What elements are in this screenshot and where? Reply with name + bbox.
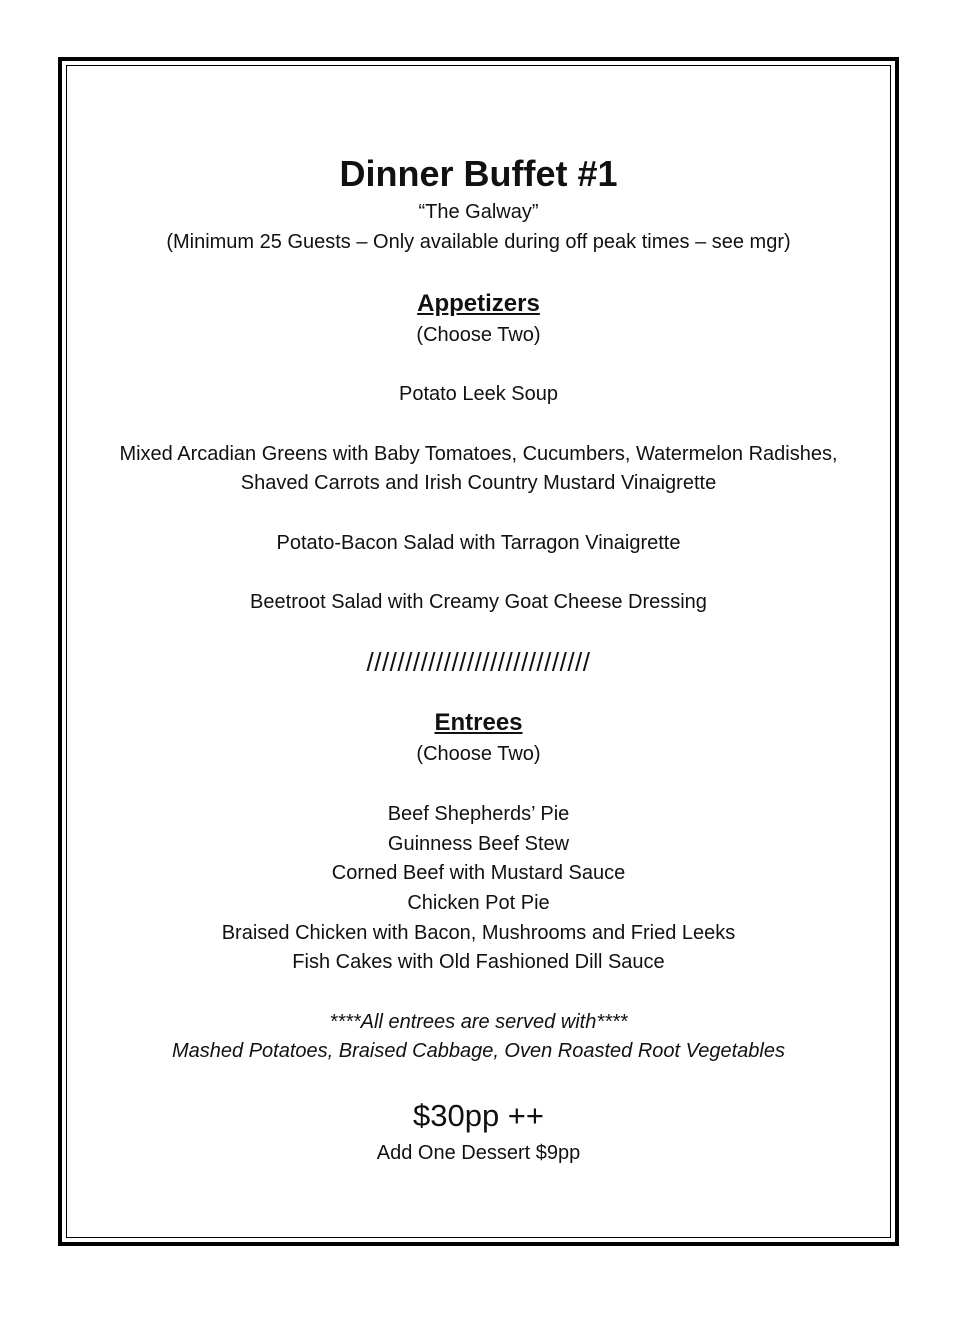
entrees-heading: Entrees <box>434 709 523 736</box>
entrees-instruction: (Choose Two) <box>416 743 541 765</box>
section-divider: ///////////////////////////// <box>366 647 591 677</box>
appetizer-item: Mixed Arcadian Greens with Baby Tomatoes, Cucumbers, Watermelon Radishes, <box>119 443 838 465</box>
dessert-addon: Add One Dessert $9pp <box>376 1142 581 1164</box>
entree-item: Beef Shepherds’ Pie <box>387 803 570 825</box>
appetizer-item: Beetroot Salad with Creamy Goat Cheese Dressing <box>250 591 707 613</box>
sides-list: Mashed Potatoes, Braised Cabbage, Oven Roasted Root Vegetables <box>172 1040 785 1062</box>
appetizers-instruction: (Choose Two) <box>416 324 541 346</box>
entree-item: Corned Beef with Mustard Sauce <box>331 862 626 884</box>
appetizers-heading: Appetizers <box>417 290 540 317</box>
entree-item: Chicken Pot Pie <box>407 892 550 914</box>
appetizer-item: Shaved Carrots and Irish Country Mustard Vinaigrette <box>240 472 717 494</box>
appetizer-item: Potato-Bacon Salad with Tarragon Vinaigrette <box>276 532 681 554</box>
menu-note: (Minimum 25 Guests – Only available during off peak times – see mgr) <box>166 231 791 253</box>
menu-title: Dinner Buffet #1 <box>339 153 618 194</box>
price: $30pp ++ <box>412 1098 545 1133</box>
entree-item: Braised Chicken with Bacon, Mushrooms and Fried Leeks <box>221 922 736 944</box>
entree-item: Guinness Beef Stew <box>387 833 570 855</box>
appetizer-item: Potato Leek Soup <box>398 383 558 405</box>
menu-subtitle: “The Galway” <box>418 201 539 223</box>
entree-item: Fish Cakes with Old Fashioned Dill Sauce <box>292 951 665 973</box>
sides-intro: ****All entrees are served with**** <box>329 1011 628 1033</box>
